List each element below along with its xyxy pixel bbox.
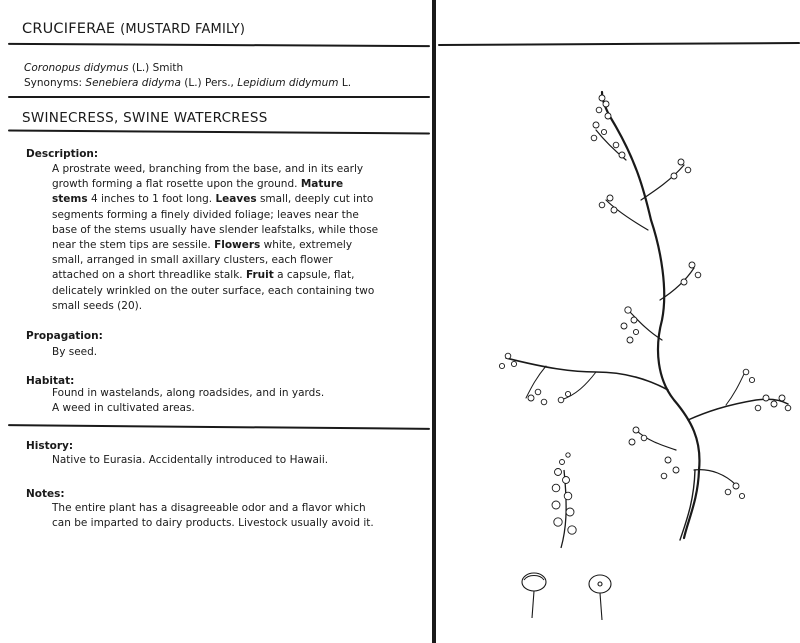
mature-stems-term: Mature stems bbox=[52, 178, 344, 206]
synonym-1: Senebiera didyma bbox=[85, 77, 181, 89]
synonyms-line bbox=[24, 76, 351, 91]
scientific-name: Coronopus didymus bbox=[24, 62, 129, 74]
propagation-text: By seed. bbox=[52, 346, 98, 358]
scientific-authority: (L.) Smith bbox=[131, 62, 184, 74]
fruit-details bbox=[522, 573, 611, 620]
synonym-2: Lepidium didymum bbox=[237, 77, 339, 89]
synonym-1-authority: (L.) Pers., bbox=[184, 77, 234, 89]
flowers-text: white, extremely small, arranged in small axillary clusters, each flower attached on a short threadlike stalk. bbox=[52, 239, 353, 282]
habitat-label: Habitat: bbox=[26, 375, 75, 387]
family-name: CRUCIFERAE bbox=[22, 21, 116, 37]
plant-illustration bbox=[436, 0, 800, 643]
propagation-label: Propagation: bbox=[26, 330, 103, 342]
mature-stems-text: 4 inches to 1 foot long. bbox=[90, 193, 213, 206]
family-common-name: (MUSTARD FAMILY) bbox=[120, 22, 246, 37]
description-text bbox=[52, 162, 382, 314]
habitat-line-1: Found in wastelands, along roadsides, and in yards. bbox=[52, 387, 325, 399]
header-rule bbox=[8, 43, 430, 47]
leaves-text: small, deeply cut into segments forming a finely divided foliage; leaves near the base of the stems usually have slender leafstalks, while those near the stem tips are sessile. bbox=[52, 193, 379, 252]
notes-label: Notes: bbox=[26, 488, 65, 500]
flower-cluster-detail bbox=[552, 453, 576, 548]
fruit-text: a capsule, flat, delicately wrinkled on the outer surface, each containing two small seeds (20). bbox=[52, 269, 375, 312]
plant-foliage bbox=[499, 95, 790, 499]
flowers-term: Flowers bbox=[214, 239, 261, 252]
habitat-line-2: A weed in cultivated areas. bbox=[52, 402, 195, 415]
habitat-text bbox=[52, 386, 382, 416]
right-page bbox=[436, 0, 800, 643]
history-text: Native to Eurasia. Accidentally introduced to Hawaii. bbox=[52, 454, 329, 466]
common-name: SWINECRESS, SWINE WATERCRESS bbox=[22, 110, 268, 126]
notes-text: The entire plant has a disagreeable odor and a flavor which can be imparted to dairy products. Livestock usually avoid it. bbox=[52, 502, 374, 530]
description-label: Description: bbox=[26, 148, 99, 160]
fruit-term: Fruit bbox=[245, 269, 274, 282]
leaves-term: Leaves bbox=[215, 193, 257, 206]
scientific-names bbox=[24, 61, 351, 91]
scientific-name-line bbox=[24, 61, 351, 76]
names-rule bbox=[8, 96, 430, 98]
family-title bbox=[22, 21, 245, 37]
habitat-rule bbox=[8, 424, 430, 430]
common-name-rule bbox=[8, 130, 430, 135]
synonyms-label: Synonyms: bbox=[24, 77, 83, 89]
description-intro: A prostrate weed, branching from the base, and in its early growth forming a flat rosette upon the ground. bbox=[52, 163, 364, 191]
synonym-2-authority: L. bbox=[341, 77, 352, 89]
history-label: History: bbox=[26, 440, 74, 452]
plant-stem bbox=[506, 92, 788, 540]
